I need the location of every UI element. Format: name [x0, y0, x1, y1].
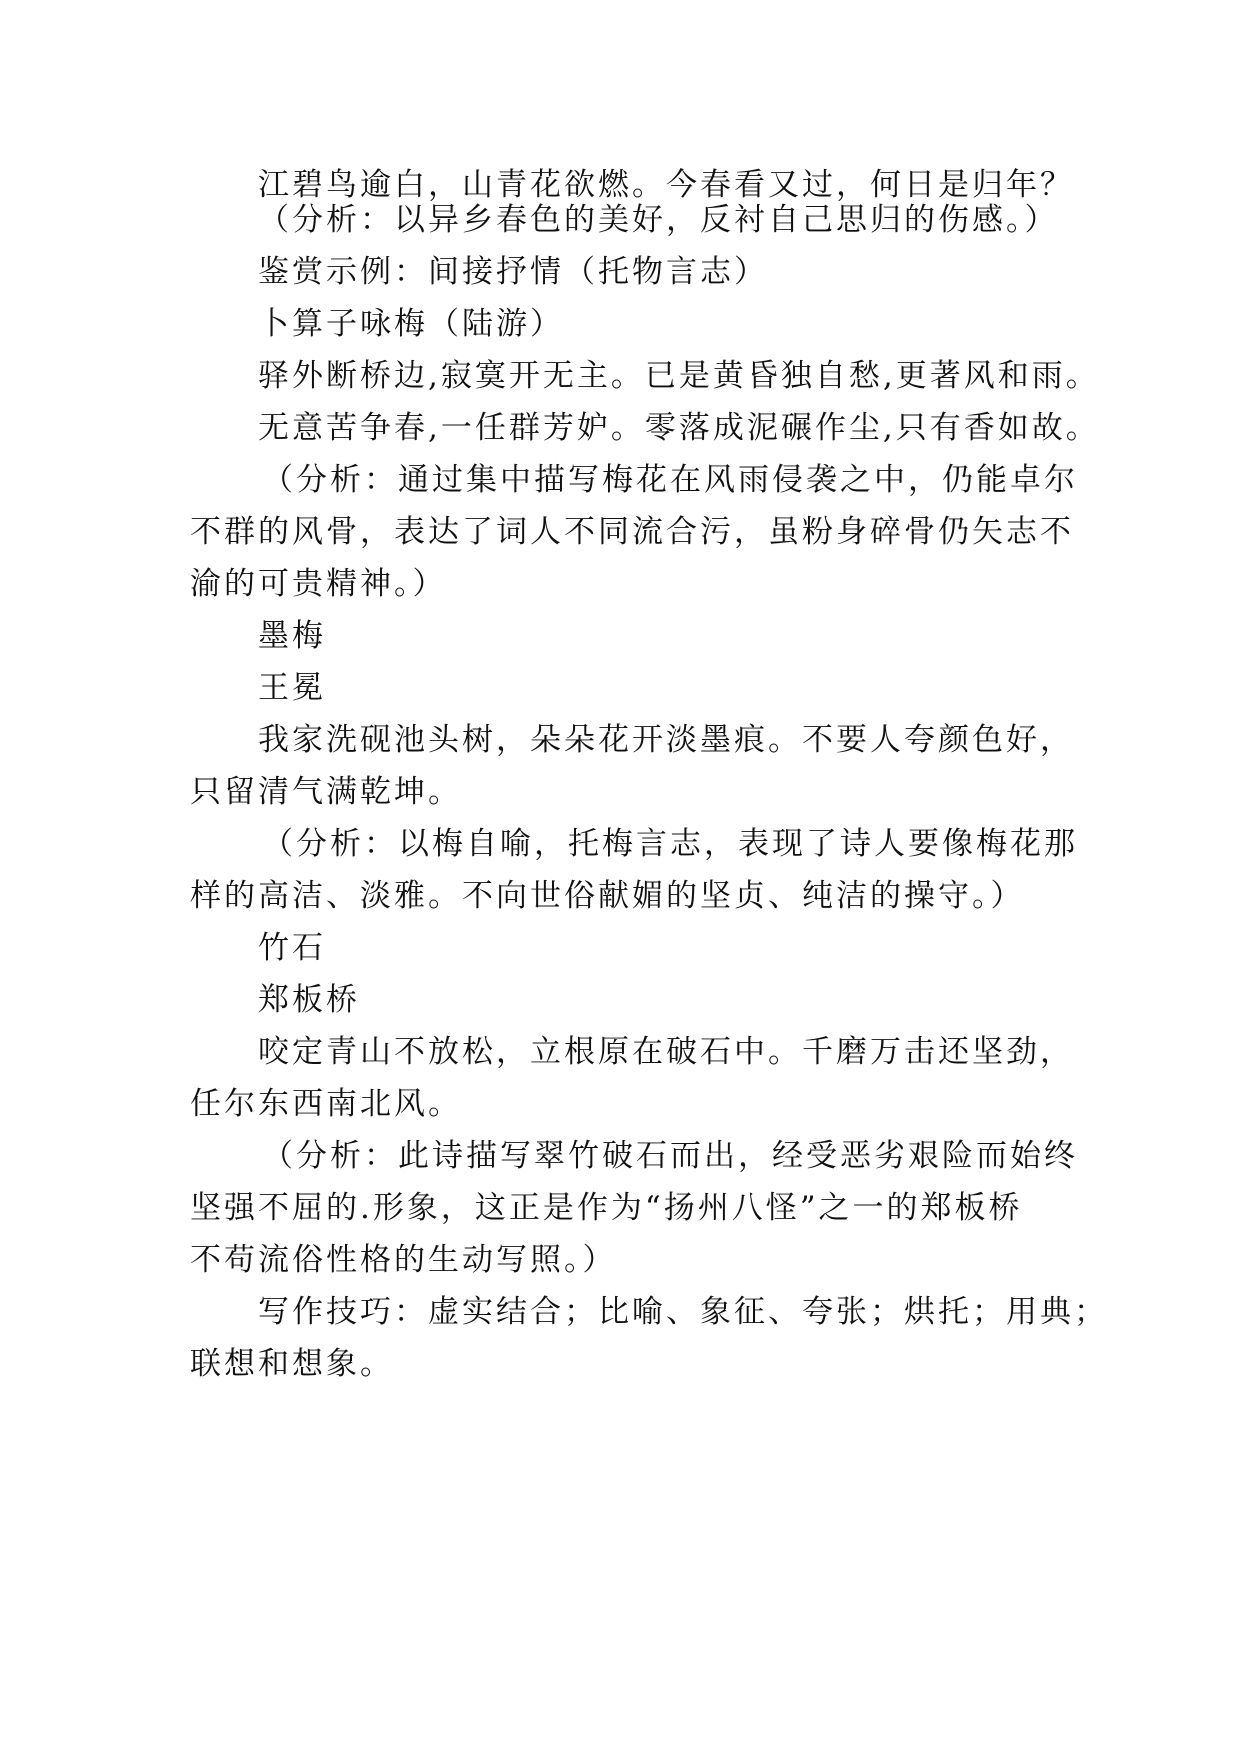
section-heading: 鉴赏示例：间接抒情（托物言志） — [258, 254, 768, 290]
analysis-line: 不群的风骨，表达了词人不同流合污，虽粉身碎骨仍矢志不 — [190, 514, 1074, 550]
analysis-line: 坚强不屈的.形象，这正是作为“扬州八怪”之一的郑板桥 — [190, 1190, 1023, 1226]
poem-line: 驿外断桥边,寂寞开无主。已是黄昏独自愁,更著风和雨。 — [258, 358, 1100, 394]
poem-author: 王冕 — [258, 670, 326, 706]
technique-line: 写作技巧：虚实结合；比喻、象征、夸张；烘托；用典； — [258, 1294, 1108, 1330]
poem-line: 江碧鸟逾白，山青花欲燃。今春看又过，何日是归年？ — [258, 167, 1074, 203]
technique-line: 联想和想象。 — [190, 1346, 394, 1382]
poem-line: 我家洗砚池头树，朵朵花开淡墨痕。不要人夸颜色好， — [258, 722, 1074, 758]
analysis-line: 渝的可贵精神。） — [190, 566, 447, 602]
poem-title: 卜算子咏梅（陆游） — [258, 306, 564, 342]
analysis-line: 样的高洁、淡雅。不向世俗献媚的坚贞、纯洁的操守。） — [190, 878, 1025, 914]
analysis-line: （分析：此诗描写翠竹破石而出，经受恶劣艰险而始终 — [262, 1138, 1078, 1174]
analysis-line: （分析：以梅自喻，托梅言志，表现了诗人要像梅花那 — [262, 826, 1078, 862]
analysis-line: （分析：通过集中描写梅花在风雨侵袭之中，仍能卓尔 — [262, 462, 1078, 498]
poem-line: 无意苦争春,一任群芳妒。零落成泥碾作尘,只有香如故。 — [258, 410, 1100, 446]
poem-author: 郑板桥 — [258, 982, 360, 1018]
poem-line: 咬定青山不放松，立根原在破石中。千磨万击还坚劲， — [258, 1034, 1074, 1070]
poem-title: 竹石 — [258, 930, 326, 966]
analysis-line: 不苟流俗性格的生动写照。） — [190, 1242, 617, 1278]
analysis-line: （分析：以异乡春色的美好，反衬自己思归的伤感。） — [258, 202, 1059, 238]
poem-title: 墨梅 — [258, 618, 326, 654]
poem-line: 任尔东西南北风。 — [190, 1086, 462, 1122]
poem-line: 只留清气满乾坤。 — [190, 774, 462, 810]
